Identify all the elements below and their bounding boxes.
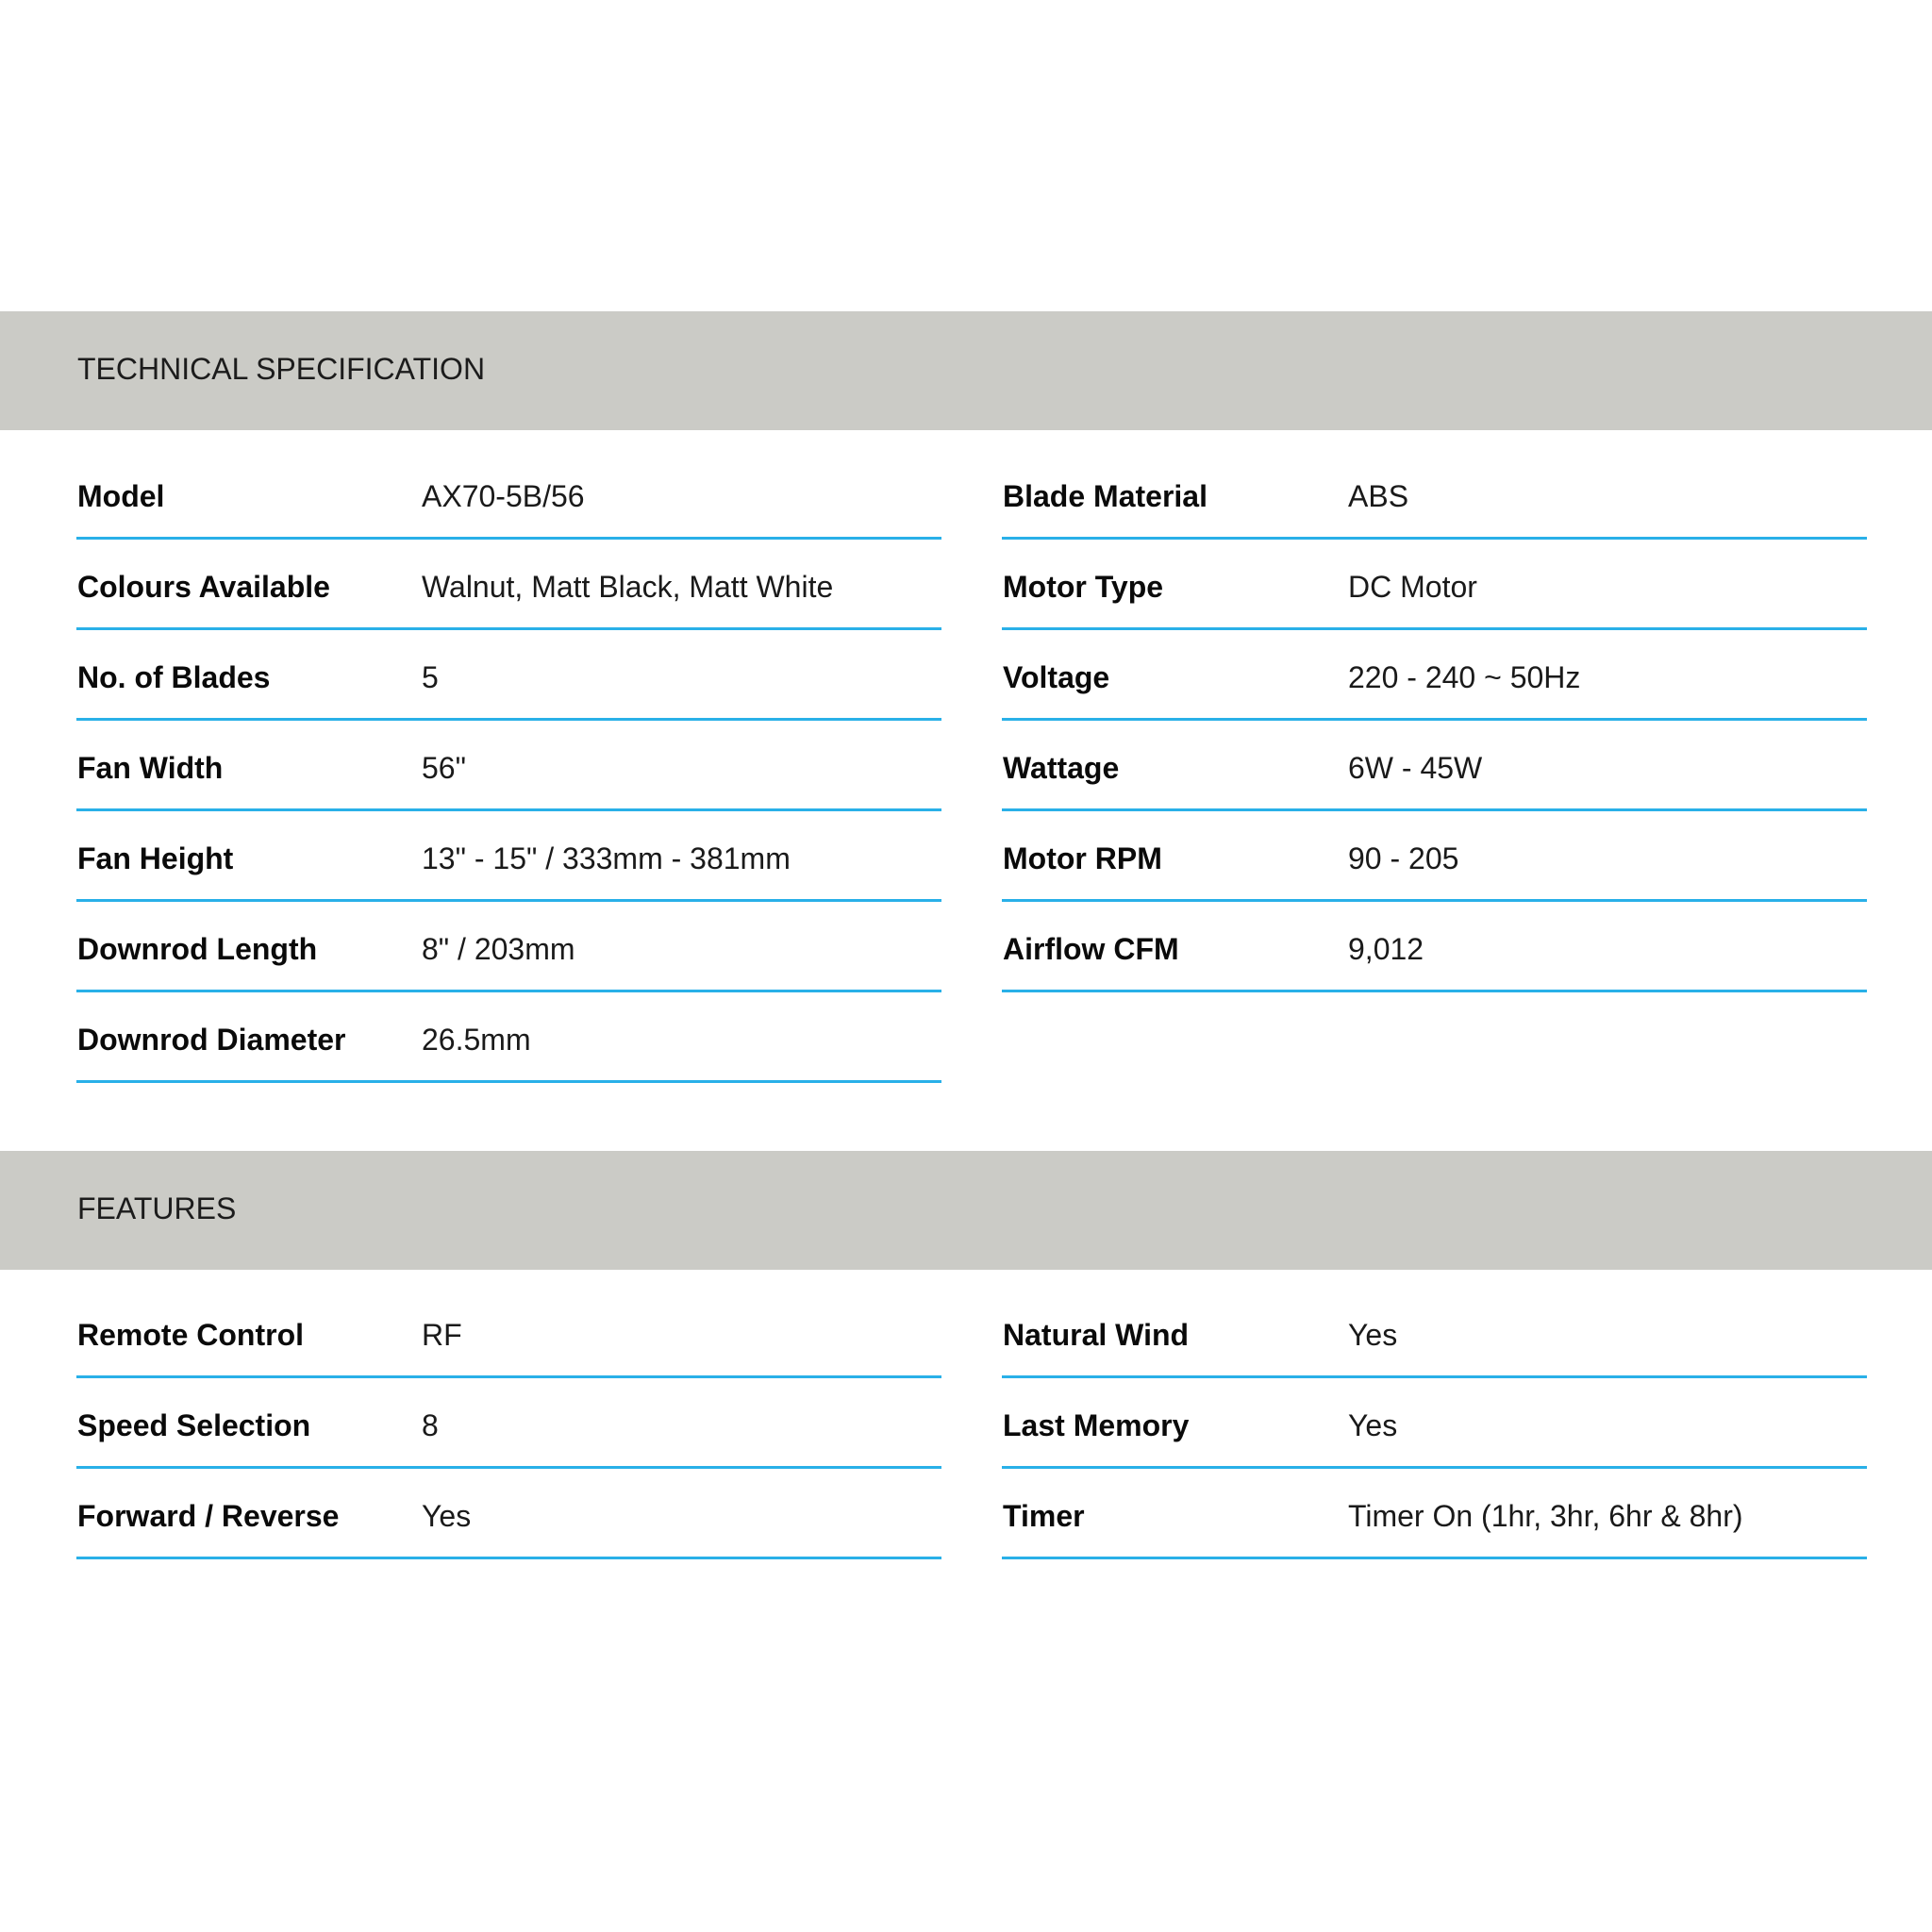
feature-value: Yes — [1348, 1408, 1398, 1442]
features-left-column — [76, 1288, 941, 1559]
spec-label: Wattage — [1003, 751, 1120, 785]
technical-spec-left-column — [76, 449, 941, 1083]
spec-label: Fan Width — [77, 751, 224, 785]
spec-label: Model — [77, 479, 165, 513]
spec-value: 9,012 — [1348, 932, 1424, 966]
spec-value: DC Motor — [1348, 570, 1477, 604]
feature-row-natural-wind — [1002, 1288, 1867, 1378]
spec-value: 26.5mm — [422, 1023, 531, 1057]
feature-value: Yes — [1348, 1318, 1398, 1352]
spec-row-airflow — [1002, 902, 1867, 992]
features-header — [0, 1151, 1932, 1270]
section-title: FEATURES — [77, 1191, 237, 1225]
spec-value: 5 — [422, 660, 439, 694]
spec-label: No. of Blades — [77, 660, 271, 694]
feature-label: Last Memory — [1003, 1408, 1190, 1442]
feature-value: 8 — [422, 1408, 439, 1442]
spec-row-wattage — [1002, 721, 1867, 811]
spec-label: Motor Type — [1003, 570, 1164, 604]
spec-label: Motor RPM — [1003, 841, 1162, 875]
spec-value: 8" / 203mm — [422, 932, 575, 966]
spec-label: Fan Height — [77, 841, 234, 875]
spec-value: 6W - 45W — [1348, 751, 1483, 785]
spec-label: Blade Material — [1003, 479, 1208, 513]
spec-row-motor-type — [1002, 540, 1867, 630]
feature-row-remote — [76, 1288, 941, 1378]
spec-row-voltage — [1002, 630, 1867, 721]
features-right-column — [1002, 1288, 1867, 1559]
spec-label: Colours Available — [77, 570, 330, 604]
feature-label: Timer — [1003, 1499, 1085, 1533]
feature-value: Timer On (1hr, 3hr, 6hr & 8hr) — [1348, 1499, 1743, 1533]
feature-value: Yes — [422, 1499, 472, 1533]
spec-label: Voltage — [1003, 660, 1110, 694]
spec-value: 13" - 15" / 333mm - 381mm — [422, 841, 791, 875]
feature-row-forward-reverse — [76, 1469, 941, 1559]
feature-label: Remote Control — [77, 1318, 304, 1352]
spec-row-fan-width — [76, 721, 941, 811]
spec-value: Walnut, Matt Black, Matt White — [422, 570, 834, 604]
feature-value: RF — [422, 1318, 462, 1352]
spec-value: 56" — [422, 751, 466, 785]
spec-label: Downrod Length — [77, 932, 318, 966]
feature-label: Speed Selection — [77, 1408, 311, 1442]
technical-spec-right-column — [1002, 449, 1867, 992]
section-title: TECHNICAL SPECIFICATION — [77, 352, 486, 386]
spec-row-blade-material — [1002, 449, 1867, 540]
spec-label: Downrod Diameter — [77, 1023, 346, 1057]
spec-row-downrod-diameter — [76, 992, 941, 1083]
feature-row-last-memory — [1002, 1378, 1867, 1469]
spec-value: ABS — [1348, 479, 1409, 513]
spec-row-fan-height — [76, 811, 941, 902]
feature-row-timer — [1002, 1469, 1867, 1559]
feature-row-speed — [76, 1378, 941, 1469]
feature-label: Forward / Reverse — [77, 1499, 340, 1533]
spec-row-motor-rpm — [1002, 811, 1867, 902]
spec-value: 220 - 240 ~ 50Hz — [1348, 660, 1581, 694]
spec-value: AX70-5B/56 — [422, 479, 585, 513]
technical-specification-header — [0, 311, 1932, 430]
spec-label: Airflow CFM — [1003, 932, 1179, 966]
spec-row-model — [76, 449, 941, 540]
spec-row-downrod-length — [76, 902, 941, 992]
feature-label: Natural Wind — [1003, 1318, 1190, 1352]
spec-row-blades — [76, 630, 941, 721]
spec-value: 90 - 205 — [1348, 841, 1459, 875]
spec-row-colours — [76, 540, 941, 630]
